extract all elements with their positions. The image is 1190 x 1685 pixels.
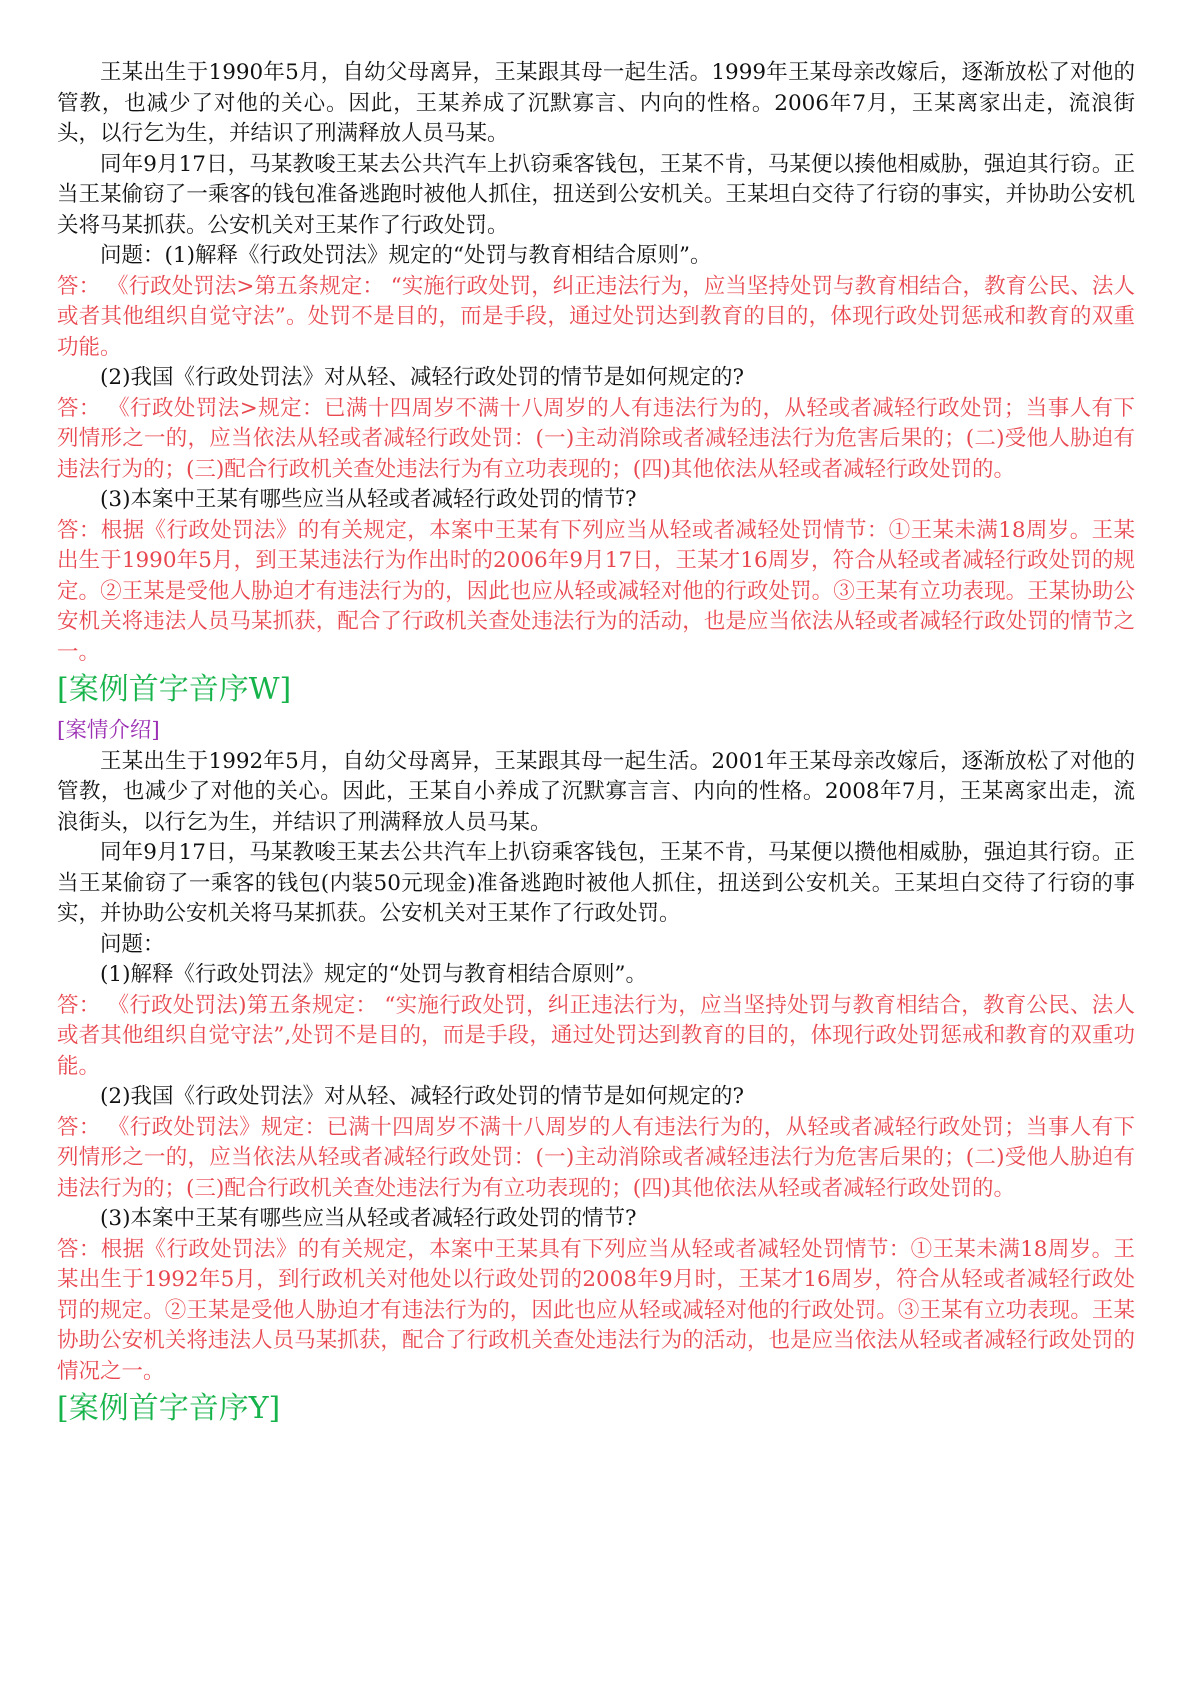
heading-case-index-y: [案例首字音序Y] (57, 1391, 281, 1426)
case-w-answer-3: 答：根据《行政处罚法》的有关规定，本案中王某具有下列应当从轻或者减轻处罚情节：①王某未满18周岁。王某出生于1992年5月，到行政机关对他处以行政处罚的2008年9月时，王某才16周岁，符合从轻或者减轻行政处罚的规定。②王某是受他人胁迫才有违法行为的，因此也应从轻或减轻对他的行政处罚。③王某有立功表现。王某协助公安机关将违法人员马某抓获，配合了行政机关查处违法行为的活动，也是应当依法从轻或者减轻行政处罚的情况之一。 (57, 1236, 1135, 1384)
case-w-question-2: (2)我国《行政处罚法》对从轻、减轻行政处罚的情节是如何规定的? (100, 1084, 744, 1109)
case-w-section (57, 716, 1135, 1387)
case-v-section (57, 58, 1135, 668)
case-v-answer-3: 答：根据《行政处罚法》的有关规定，本案中王某有下列应当从轻或者减轻处罚情节：①王某未满18周岁。王某出生于1990年5月，到王某违法行为作出时的2006年9月17日，王某才16周岁，符合从轻或者减轻行政处罚的规定。②王某是受他人胁迫才有违法行为的，因此也应从轻或减轻对他的行政处罚。③王某有立功表现。王某协助公安机关将违法人员马某抓获，配合了行政机关查处违法行为的活动，也是应当依法从轻或者减轻行政处罚的情节之一。 (57, 517, 1135, 665)
case-v-answer-2: 答： 《行政处罚法>规定：已满十四周岁不满十八周岁的人有违法行为的，从轻或者减轻行政处罚；当事人有下列情形之一的，应当依法从轻或者减轻行政处罚：(一)主动消除或者减轻违法行为危害后果的；(二)受他人胁迫有违法行为的；(三)配合行政机关查处违法行为有立功表现的；(四)其他依法从轻或者减轻行政处罚的。 (57, 395, 1135, 482)
heading-case-index-w: [案例首字音序W] (57, 672, 292, 707)
case-w-question-3: (3)本案中王某有哪些应当从轻或者减轻行政处罚的情节? (100, 1206, 637, 1231)
case-v-paragraph-1: 王某出生于1990年5月，自幼父母离异，王某跟其母一起生活。1999年王某母亲改嫁后，逐渐放松了对他的管教，也减少了对他的关心。因此，王某养成了沉默寡言、内向的性格。2006年7月，王某离家出走，流浪街头，以行乞为生，并结识了刑满释放人员马某。 (57, 60, 1135, 146)
case-w-paragraph-1: 王某出生于1992年5月，自幼父母离异，王某跟其母一起生活。2001年王某母亲改嫁后，逐渐放松了对他的管教，也减少了对他的关心。因此，王某自小养成了沉默寡言言、内向的性格。2008年7月，王某离家出走，流浪街头，以行乞为生，并结识了刑满释放人员马某。 (57, 748, 1135, 835)
case-w-answer-1: 答： 《行政处罚法)第五条规定： “实施行政处罚，纠正违法行为，应当坚持处罚与教育相结合，教育公民、法人或者其他组织自觉守法”,处罚不是目的，而是手段，通过处罚达到教育的目的，体现行政处罚惩戒和教育的双重功能。 (57, 992, 1135, 1079)
case-v-paragraph-2: 同年9月17日，马某教唆王某去公共汽车上扒窃乘客钱包，王某不肯，马某便以揍他相威胁，强迫其行窃。正当王某偷窃了一乘客的钱包准备逃跑时被他人抓住，扭送到公安机关。王某坦白交待了行窃的事实，并协助公安机关将马某抓获。公安机关对王某作了行政处罚。 (57, 151, 1135, 238)
case-w-answer-2: 答： 《行政处罚法》规定：已满十四周岁不满十八周岁的人有违法行为的，从轻或者减轻行政处罚；当事人有下列情形之一的，应当依法从轻或者减轻行政处罚：(一)主动消除或者减轻违法行为危害后果的；(二)受他人胁迫有违法行为的；(三)配合行政机关查处违法行为有立功表现的；(四)其他依法从轻或者减轻行政处罚的。 (57, 1114, 1135, 1201)
case-w-section-label: [案情介绍] (57, 718, 160, 743)
case-w-question-1: (1)解释《行政处罚法》规定的“处罚与教育相结合原则”。 (100, 962, 647, 987)
case-v-question-2: (2)我国《行政处罚法》对从轻、减轻行政处罚的情节是如何规定的? (100, 365, 744, 390)
case-v-question-1: 问题：(1)解释《行政处罚法》规定的“处罚与教育相结合原则”。 (100, 243, 712, 268)
case-v-question-3: (3)本案中王某有哪些应当从轻或者减轻行政处罚的情节? (100, 487, 637, 512)
case-w-question-label: 问题： (100, 931, 165, 957)
case-w-paragraph-2: 同年9月17日，马某教唆王某去公共汽车上扒窃乘客钱包，王某不肯，马某便以攒他相威胁，强迫其行窃。正当王某偷窃了一乘客的钱包(内装50元现金)准备逃跑时被他人抓住，扭送到公安机关。王某坦白交待了行窃的事实，并协助公安机关将马某抓获。公安机关对王某作了行政处罚。 (57, 840, 1135, 926)
document-page (57, 58, 1135, 1435)
case-v-answer-1: 答： 《行政处罚法>第五条规定： “实施行政处罚，纠正违法行为，应当坚持处罚与教育相结合，教育公民、法人或者其他组织自觉守法”。处罚不是目的，而是手段，通过处罚达到教育的目的，体现行政处罚惩戒和教育的双重功能。 (57, 273, 1135, 360)
